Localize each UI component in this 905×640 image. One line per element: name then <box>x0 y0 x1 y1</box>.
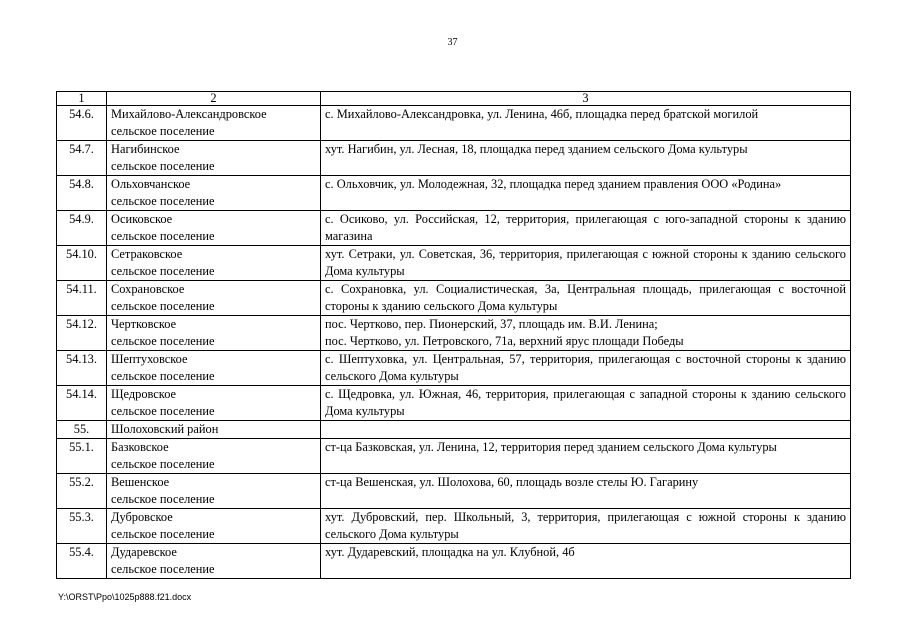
row-number: 55.4. <box>57 544 107 579</box>
address-line: пос. Чертково, пер. Пионерский, 37, площадь им. В.И. Ленина; <box>325 317 658 331</box>
name-line: сельское поселение <box>111 124 215 138</box>
table-row <box>57 141 851 176</box>
address-cell: с. Шептуховка, ул. Центральная, 57, территория, прилегающая с восточной стороны к зданию сельского Дома культуры <box>321 351 851 386</box>
table-row <box>57 351 851 386</box>
address-cell: с. Ольховчик, ул. Молодежная, 32, площадка перед зданием правления ООО «Родина» <box>321 176 851 211</box>
name-line: сельское поселение <box>111 264 215 278</box>
table-row <box>57 281 851 316</box>
settlement-name <box>107 176 321 211</box>
table-row <box>57 474 851 509</box>
name-line: сельское поселение <box>111 457 215 471</box>
address-cell: ст-ца Вешенская, ул. Шолохова, 60, площадь возле стелы Ю. Гагарину <box>321 474 851 509</box>
row-number: 54.13. <box>57 351 107 386</box>
address-cell: с. Михайлово-Александровка, ул. Ленина, 46б, площадка перед братской могилой <box>321 106 851 141</box>
table-row <box>57 386 851 421</box>
name-line: сельское поселение <box>111 194 215 208</box>
table-row <box>57 544 851 579</box>
row-number: 54.11. <box>57 281 107 316</box>
name-line: Дубровское <box>111 510 173 524</box>
name-line: Сетраковское <box>111 247 183 261</box>
name-line: Дударевское <box>111 545 177 559</box>
table-row <box>57 246 851 281</box>
locations-table <box>56 91 851 579</box>
row-number: 54.9. <box>57 211 107 246</box>
district-name <box>107 421 321 439</box>
settlement-name <box>107 141 321 176</box>
address-cell: хут. Сетраки, ул. Советская, 36, территория, прилегающая с южной стороны к зданию сельского Дома культуры <box>321 246 851 281</box>
row-number: 54.7. <box>57 141 107 176</box>
table-row <box>57 439 851 474</box>
settlement-name <box>107 246 321 281</box>
name-line: Щедровское <box>111 387 177 401</box>
table-row <box>57 211 851 246</box>
name-line: Сохрановское <box>111 282 185 296</box>
address-cell <box>321 316 851 351</box>
address-line: пос. Чертково, ул. Петровского, 71а, верхний ярус площади Победы <box>325 334 684 348</box>
settlement-name <box>107 386 321 421</box>
row-number: 54.14. <box>57 386 107 421</box>
address-cell: ст-ца Базковская, ул. Ленина, 12, территория перед зданием сельского Дома культуры <box>321 439 851 474</box>
settlement-name <box>107 351 321 386</box>
column-header: 2 <box>107 92 321 106</box>
table-row <box>57 106 851 141</box>
row-number: 55.2. <box>57 474 107 509</box>
address-cell: с. Щедровка, ул. Южная, 46, территория, прилегающая с западной стороны к зданию сельского Дома культуры <box>321 386 851 421</box>
table-row <box>57 316 851 351</box>
name-line: Базковское <box>111 440 169 454</box>
file-path-footer: Y:\ORST\Ppo\1025p888.f21.docx <box>58 592 192 602</box>
column-header: 3 <box>321 92 851 106</box>
row-number: 54.6. <box>57 106 107 141</box>
name-line: Шолоховский район <box>111 422 219 436</box>
settlement-name <box>107 439 321 474</box>
name-line: сельское поселение <box>111 369 215 383</box>
address-cell: хут. Дударевский, площадка на ул. Клубной, 4б <box>321 544 851 579</box>
row-number: 54.12. <box>57 316 107 351</box>
address-cell: с. Осиково, ул. Российская, 12, территория, прилегающая с юго-западной стороны к зданию магазина <box>321 211 851 246</box>
row-number: 55. <box>57 421 107 439</box>
settlement-name <box>107 281 321 316</box>
settlement-name <box>107 509 321 544</box>
name-line: сельское поселение <box>111 492 215 506</box>
page-number: 37 <box>447 37 458 48</box>
name-line: сельское поселение <box>111 159 215 173</box>
name-line: Шептуховское <box>111 352 188 366</box>
table-header-row <box>57 92 851 106</box>
name-line: Михайлово-Александровское <box>111 107 267 121</box>
name-line: Нагибинское <box>111 142 180 156</box>
table-row <box>57 509 851 544</box>
row-number: 54.8. <box>57 176 107 211</box>
name-line: Осиковское <box>111 212 173 226</box>
settlement-name <box>107 544 321 579</box>
settlement-name <box>107 106 321 141</box>
name-line: сельское поселение <box>111 527 215 541</box>
row-number: 54.10. <box>57 246 107 281</box>
name-line: сельское поселение <box>111 299 215 313</box>
address-cell <box>321 421 851 439</box>
table-row <box>57 176 851 211</box>
address-cell: хут. Нагибин, ул. Лесная, 18, площадка перед зданием сельского Дома культуры <box>321 141 851 176</box>
row-number: 55.1. <box>57 439 107 474</box>
table-row <box>57 421 851 439</box>
settlement-name <box>107 316 321 351</box>
row-number: 55.3. <box>57 509 107 544</box>
settlement-name <box>107 474 321 509</box>
settlement-name <box>107 211 321 246</box>
address-cell: с. Сохрановка, ул. Социалистическая, 3а, Центральная площадь, прилегающая с восточной стороны к зданию сельского Дома культуры <box>321 281 851 316</box>
name-line: Вешенское <box>111 475 170 489</box>
name-line: Ольховчанское <box>111 177 191 191</box>
name-line: сельское поселение <box>111 229 215 243</box>
name-line: сельское поселение <box>111 562 215 576</box>
address-cell: хут. Дубровский, пер. Школьный, 3, территория, прилегающая с южной стороны к зданию сельского Дома культуры <box>321 509 851 544</box>
name-line: сельское поселение <box>111 404 215 418</box>
name-line: сельское поселение <box>111 334 215 348</box>
name-line: Чертковское <box>111 317 177 331</box>
column-header: 1 <box>57 92 107 106</box>
